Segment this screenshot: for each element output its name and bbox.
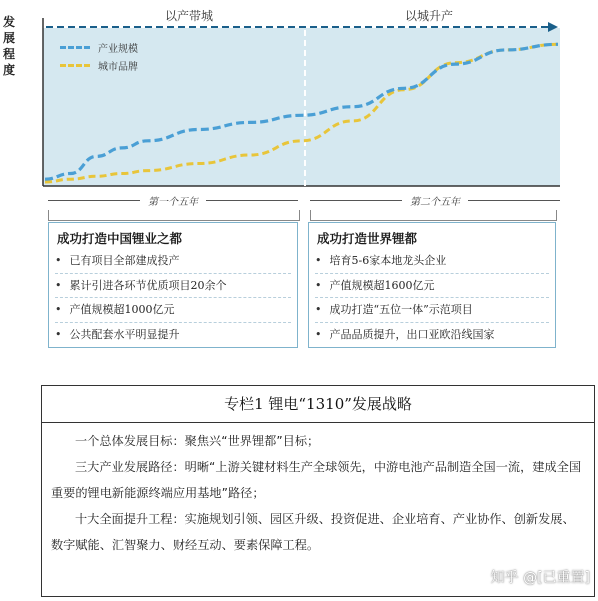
period-first-five-years [48, 190, 298, 210]
goal-box-china-lithium-capital [48, 222, 298, 348]
goal-item: • 产品品质提升，出口亚欧沿线国家 [315, 323, 549, 347]
column-paragraph: 一个总体发展目标：聚焦兴“世界锂都”目标； [75, 434, 320, 448]
column-title: 专栏1 锂电“1310”发展战略 [42, 386, 594, 423]
period-line [206, 200, 298, 201]
goal-item: • 产值规模超1000亿元 [55, 298, 291, 323]
chart-legend [60, 38, 138, 74]
period-label-1: 第一个五年 [148, 196, 198, 208]
legend-swatch-industry [60, 46, 90, 49]
strategy-column [41, 385, 595, 597]
goal-item: • 产值规模超1600亿元 [315, 274, 549, 299]
goal-list [49, 249, 297, 346]
legend-item-city [60, 56, 138, 74]
goal-box-title: 成功打造中国锂业之都 [57, 231, 183, 246]
phase-label-1: 以产带城 [165, 9, 214, 23]
goal-item: • 已有项目全部建成投产 [55, 249, 291, 274]
legend-swatch-city [60, 64, 90, 67]
column-body [42, 428, 594, 558]
legend-item-industry [60, 38, 138, 56]
goal-item: • 累计引进各环节优质项目20余个 [55, 274, 291, 299]
legend-label-industry: 产业规模 [98, 43, 138, 55]
period-label-2: 第二个五年 [410, 196, 460, 208]
goal-item: • 成功打造“五位一体”示范项目 [315, 298, 549, 323]
column-paragraph: 十大全面提升工程：实施规划引领、园区升级、投资促进、企业培育、产业协作、创新发展、数字赋能、汇智聚力、财经互动、要素保障工程。 [51, 512, 575, 552]
period-bracket-1 [48, 210, 300, 221]
goal-item: • 公共配套水平明显提升 [55, 323, 291, 347]
legend-label-city: 城市品牌 [98, 61, 138, 73]
period-line [310, 200, 402, 201]
period-second-five-years [310, 190, 560, 210]
column-paragraph: 三大产业发展路径：明晰“上游关键材料生产全球领先，中游电池产品制造全国一流，建成全国重要的锂电新能源终端应用基地”路径； [51, 460, 582, 500]
goal-box-world-lithium-capital [308, 222, 556, 348]
period-line [48, 200, 140, 201]
period-line [468, 200, 560, 201]
development-chart [0, 0, 598, 190]
watermark: 知乎 @[已重置] [490, 570, 590, 586]
y-axis-label: 发展程度 [3, 15, 16, 77]
goal-item: • 培育5-6家本地龙头企业 [315, 249, 549, 274]
goal-box-title: 成功打造世界锂都 [317, 231, 418, 246]
goal-list [309, 249, 555, 346]
period-bracket-2 [310, 210, 557, 221]
phase-label-2: 以城升产 [405, 9, 454, 23]
